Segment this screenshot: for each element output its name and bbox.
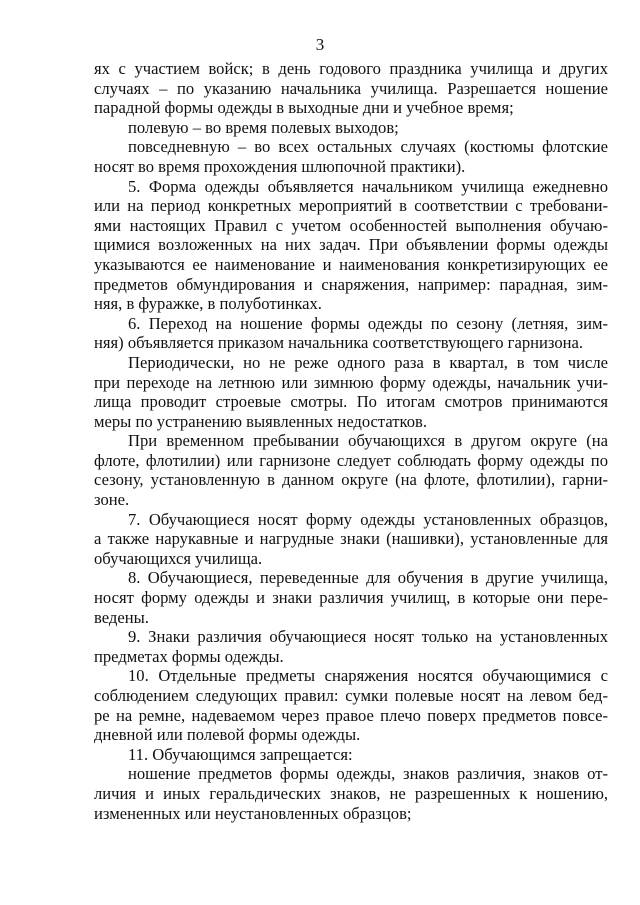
text-line: 8. Обучающиеся, переведенные для обучения в другие училища, [128, 568, 608, 588]
text-line: лища проводит строевые смотры. По итогам смотров принимаются [94, 392, 608, 412]
text-line: щимися возложенных на них задач. При объявлении формы одежды [94, 235, 608, 255]
paragraph [94, 431, 608, 509]
text-line: или на период конкретных мероприятий в соответствии с требовани- [94, 196, 608, 216]
text-line: предметах формы одежды. [94, 646, 284, 666]
paragraph [94, 314, 608, 353]
text-line: дневной или полевой формы одежды. [94, 725, 361, 745]
paragraph [94, 59, 608, 118]
text-line: указываются ее наименование и наименования конкретизирующих ее [94, 254, 608, 274]
paragraph [94, 353, 608, 431]
text-line: зоне. [94, 490, 130, 510]
paragraph [94, 745, 608, 765]
text-line: меры по устранению выявленных недостатков. [94, 411, 428, 431]
text-line: 9. Знаки различия обучающиеся носят только на установленных [128, 627, 608, 647]
text-line: ведены. [94, 607, 149, 627]
text-line: парадной формы одежды в выходные дни и учебное время; [94, 98, 514, 118]
text-line: носят форму одежды и знаки различия училищ, в которые они пере- [94, 588, 608, 608]
text-line: няя, в фуражке, в полуботинках. [94, 294, 322, 314]
text-line: ях с участием войск; в день годового праздника училища и других [94, 59, 608, 78]
paragraph [94, 568, 608, 627]
text-line: полевую – во время полевых выходов; [128, 117, 399, 137]
text-line: 10. Отдельные предметы снаряжения носятся обучающимися с [128, 666, 608, 686]
paragraph [94, 764, 608, 823]
text-line: обучающихся училища. [94, 548, 263, 568]
text-line: 5. Форма одежды объявляется начальником училища ежедневно [128, 176, 608, 196]
text-line: соблюдением следующих правил: сумки полевые носят на левом бед- [94, 686, 608, 705]
text-line: Периодически, но не реже одного раза в квартал, в том числе [128, 352, 608, 372]
document-body [94, 59, 608, 823]
paragraph [94, 627, 608, 666]
text-line: ношение предметов формы одежды, знаков различия, знаков от- [128, 764, 608, 784]
text-line: 11. Обучающимся запрещается: [128, 744, 353, 764]
text-line: 6. Переход на ношение формы одежды по сезону (летняя, зим- [128, 313, 608, 333]
text-line: ями настоящих Правил с учетом особенностей выполнения обучаю- [94, 215, 608, 235]
page-number: 3 [315, 35, 325, 54]
text-line: флоте, флотилии) или гарнизоне следует соблюдать форму одежды по [94, 450, 608, 470]
text-line: при переходе на летнюю или зимнюю форму одежды, начальник учи- [94, 372, 608, 392]
text-line: 7. Обучающиеся носят форму одежды установленных образцов, [128, 509, 608, 529]
text-line: а также нарукавные и нагрудные знаки (нашивки), установленные для [94, 529, 608, 549]
text-line: предметов обмундирования и снаряжения, например: парадная, зим- [94, 274, 608, 294]
paragraph [94, 510, 608, 569]
text-line: случаях – по указанию начальника училища. Разрешается ношение [94, 78, 608, 98]
text-line: повседневную – во всех остальных случаях (костюмы флотские [128, 137, 608, 157]
paragraph [94, 666, 608, 744]
text-line: личия и иных геральдических знаков, не разрешенных к ношению, [94, 783, 608, 803]
text-line: При временном пребывании обучающихся в другом округе (на [128, 431, 608, 451]
text-line: сезону, установленную в данном округе (на флоте, флотилии), гарни- [94, 470, 608, 490]
paragraph [94, 177, 608, 314]
paragraph [94, 118, 608, 138]
text-line: ре на ремне, надеваемом через правое плечо поверх предметов повсе- [94, 705, 608, 725]
text-line: измененных или неустановленных образцов; [94, 803, 412, 823]
paragraph [94, 137, 608, 176]
text-line: носят во время прохождения шлюпочной практики). [94, 156, 466, 176]
text-line: няя) объявляется приказом начальника соответствующего гарнизона. [94, 333, 584, 353]
